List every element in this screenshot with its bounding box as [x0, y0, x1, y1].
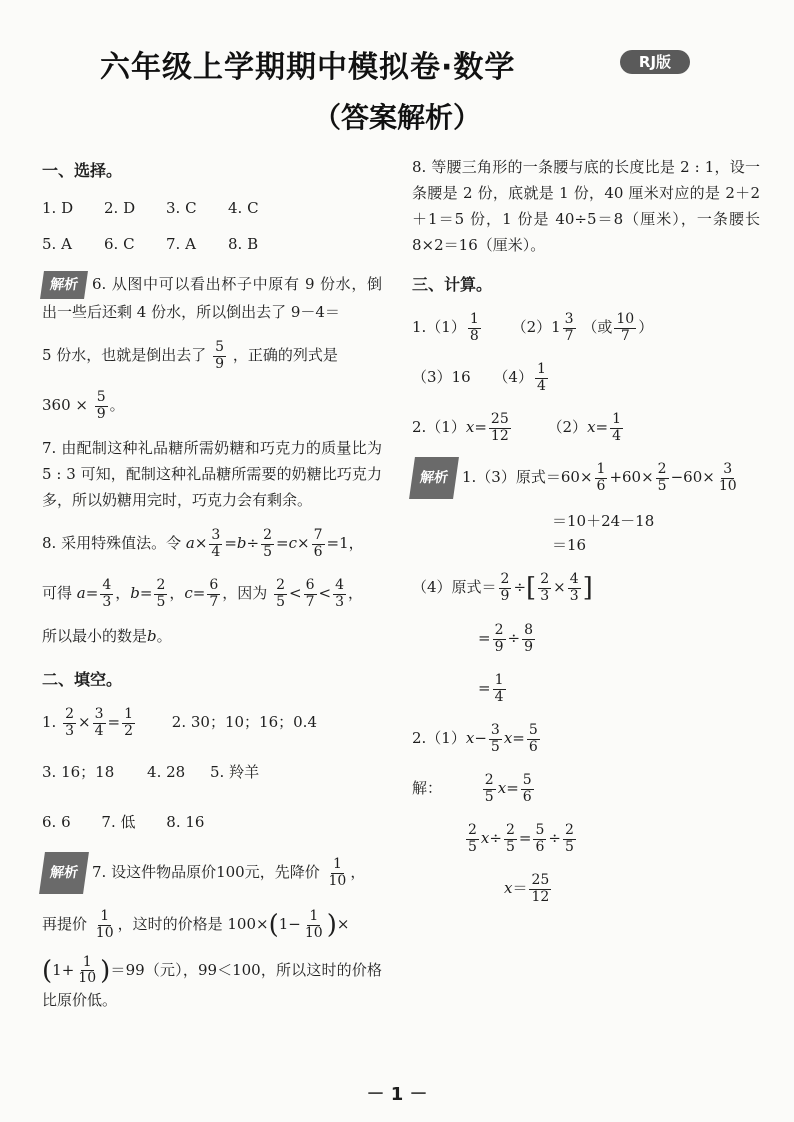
explanation-8-line1: 8. 采用特殊值法。令 a× $\frac{3}{4}$ =b÷ $\frac{2}{5}$ =c× $\frac{7}{6}$ =1，	[42, 527, 364, 560]
fraction: $\frac{2}{5}$	[263, 527, 273, 560]
text: 6. 从图中可以看出杯子中原有 9 份水，倒出一些后还剩 4 份水，所以倒出去了 9－4＝	[42, 275, 382, 321]
numerator: 5	[96, 389, 106, 406]
page-number: － 1 －	[366, 1084, 428, 1105]
numerator: 5	[215, 339, 225, 356]
calc-explain-1-4-step: = $\frac{2}{9}$ ÷ $\frac{8}{9}$	[478, 622, 533, 655]
explanation-6	[42, 271, 382, 325]
explanation-6-formula	[42, 385, 382, 425]
denominator: 9	[215, 355, 225, 372]
fill-answers-3	[42, 802, 382, 842]
text: 7. 设这件物品原价100元，先降价	[92, 863, 320, 881]
calc-explain-1-4-result: = $\frac{1}{4}$	[478, 672, 504, 705]
explanation-tag: 解析	[40, 271, 88, 299]
right-column	[412, 150, 760, 918]
answer-row	[42, 199, 382, 217]
answer: 8. 16	[166, 813, 205, 831]
answer: 7. A	[166, 235, 196, 253]
answer: 3. 16；18	[42, 763, 115, 781]
variable: x	[504, 879, 513, 897]
fraction	[213, 340, 226, 372]
explanation-fill-7-line3: (1+ $\frac{1}{10}$ )＝99（元），99＜100，所以这时的价格比原价低。	[42, 954, 382, 1009]
text: ＝	[512, 879, 528, 897]
calc-explain-1-4: （4）原式＝ $\frac{2}{9}$ ÷[ $\frac{2}{3}$ × $\frac{4}{3}$ ]	[412, 571, 593, 604]
answer: 7. 低	[101, 813, 136, 831]
text: （2）	[511, 318, 552, 336]
answer-row	[42, 235, 382, 253]
calc-explain-1-3-steps	[552, 509, 760, 557]
section-heading-choice: 一、选择。	[42, 161, 123, 180]
answer: 6. C	[104, 235, 135, 253]
text: 2.（1）	[412, 418, 466, 436]
text: 1.（1）	[412, 318, 466, 336]
page-title: 六年级上学期期中模拟卷·数学	[100, 50, 516, 85]
answer: 6. 6	[42, 813, 71, 831]
left-column	[42, 150, 382, 1017]
explanation-8-triangle: 8. 等腰三角形的一条腰与底的长度比是 2 : 1，设一条腰是 2 份，底就是 1 份，40 厘米对应的是 2＋2＋1＝5 份，1 份是 40÷5＝8（厘米），一条腰长 8×2＝16（厘米）。	[412, 158, 760, 254]
fraction: $\frac{4}{3}$	[102, 577, 112, 610]
fraction: $\frac{7}{6}$	[313, 527, 323, 560]
text: 所以最小的数是	[42, 627, 148, 645]
answer: 4. C	[228, 199, 259, 217]
calc-answers-3: 2.（1）x= $\frac{25}{12}$ （2）x= $\frac{1}{4}$	[412, 411, 622, 444]
text: 5 份水，也就是倒出去了	[42, 346, 207, 364]
text: 1.（3）原式＝60×	[462, 468, 593, 486]
text: （4）原式＝	[412, 578, 497, 596]
calc-explain-2-1: 2.（1）x− $\frac{3}{5}$ x= $\frac{5}{6}$	[412, 722, 538, 755]
answer: 2. 30；10；16；0.4	[171, 713, 317, 731]
text: ，因为	[222, 584, 268, 602]
answer: 3. C	[166, 199, 197, 217]
explanation-8-line2: 可得 a= $\frac{4}{3}$ ，b= $\frac{2}{5}$ ，c= $\frac{6}{7}$ ，因为 $\frac{2}{5}$ < $\frac{6}{7}$ < $\frac{4}{3}$ ，	[42, 577, 364, 610]
text: ，正确的列式是	[232, 346, 338, 364]
text: 8. 采用特殊值法。令	[42, 534, 182, 552]
calc-explain-1-3: 解析 1.（3）原式＝60× $\frac{1}{6}$ +60× $\frac{2}{5}$ −60× $\frac{3}{10}$	[412, 457, 760, 499]
answer: 5. A	[42, 235, 72, 253]
fill-answers-2	[42, 752, 382, 792]
answer: 4. 28	[147, 763, 186, 781]
explanation-tag: 解析	[409, 457, 459, 499]
denominator: 9	[96, 405, 106, 422]
calc-answers-2: （3）16 （4） $\frac{1}{4}$	[412, 361, 546, 394]
answer: 1. D	[42, 199, 74, 217]
explanation-7: 7. 由配制这种礼品糖所需奶糖和巧克力的质量比为 5 : 3 可知，配制这种礼品糖所需要的奶糖比巧克力多，所以奶糖用完时，巧克力会有剩余。	[42, 439, 382, 509]
calc-answers-1: 1.（1） $\frac{1}{8}$ （2）1 $\frac{3}{7}$ （或 $\frac{10}{7}$ ）	[412, 311, 654, 344]
text: 解：	[412, 779, 443, 797]
fraction: $\frac{2}{5}$	[276, 577, 286, 610]
text: 2.（1）	[412, 729, 466, 747]
explanation-8-line3	[42, 623, 382, 649]
fraction: $\frac{2}{5}$	[156, 577, 166, 610]
explanation-fill-7: 解析 7. 设这件物品原价100元，先降价 $\frac{1}{10}$ ，	[42, 852, 382, 894]
calc-explain-2-1-step: $\frac{2}{5}$ x÷ $\frac{2}{5}$ = $\frac{5}{6}$ ÷ $\frac{2}{5}$	[468, 822, 574, 855]
text: （3）16	[412, 368, 471, 386]
section-heading-fill: 二、填空。	[42, 670, 123, 689]
calc-explain-2-1-result: x＝ $\frac{25}{12}$	[504, 872, 550, 905]
step: ＝10＋24－18	[552, 512, 655, 530]
text: ＝99（元），99＜100，所以这时的价格比原价低。	[42, 960, 382, 1009]
page-subtitle: （答案解析）	[312, 101, 481, 134]
explanation-tag: 解析	[39, 852, 89, 894]
text: ，这时的价格是 100×	[117, 915, 269, 933]
answer: 8. B	[228, 235, 259, 253]
explanation-fill-7-line2: 再提价 $\frac{1}{10}$ ，这时的价格是 100×(1− $\frac{1}{10}$ )×	[42, 908, 350, 941]
fraction: $\frac{4}{3}$	[335, 577, 345, 610]
text: 。	[109, 396, 125, 414]
text: 360 ×	[42, 396, 88, 414]
calc-explain-2-1-solve: 解： $\frac{2}{5}$ x= $\frac{5}{6}$	[412, 772, 532, 805]
text: （2）	[547, 418, 588, 436]
variable: b	[147, 627, 157, 645]
fraction: $\frac{6}{7}$	[305, 577, 315, 610]
explanation-6-line	[42, 335, 382, 375]
fill-answers-1: 1. $\frac{2}{3}$ × $\frac{3}{4}$ = $\frac{1}{2}$ 2. 30；10；16；0.4	[42, 706, 317, 739]
step: ＝16	[552, 536, 587, 554]
answer: 5. 羚羊	[210, 763, 260, 781]
text: （或	[582, 318, 613, 336]
text: 再提价	[42, 915, 88, 933]
section-heading-calc: 三、计算。	[412, 275, 493, 294]
text: ）	[638, 318, 654, 336]
fraction: $\frac{3}{4}$	[211, 527, 221, 560]
text: （4）	[493, 368, 533, 386]
fraction	[95, 390, 108, 422]
text: 。	[156, 627, 172, 645]
answer: 2. D	[104, 199, 136, 217]
text: 可得	[42, 584, 73, 602]
fraction: $\frac{6}{7}$	[209, 577, 219, 610]
edition-badge: RJ版	[620, 50, 690, 74]
